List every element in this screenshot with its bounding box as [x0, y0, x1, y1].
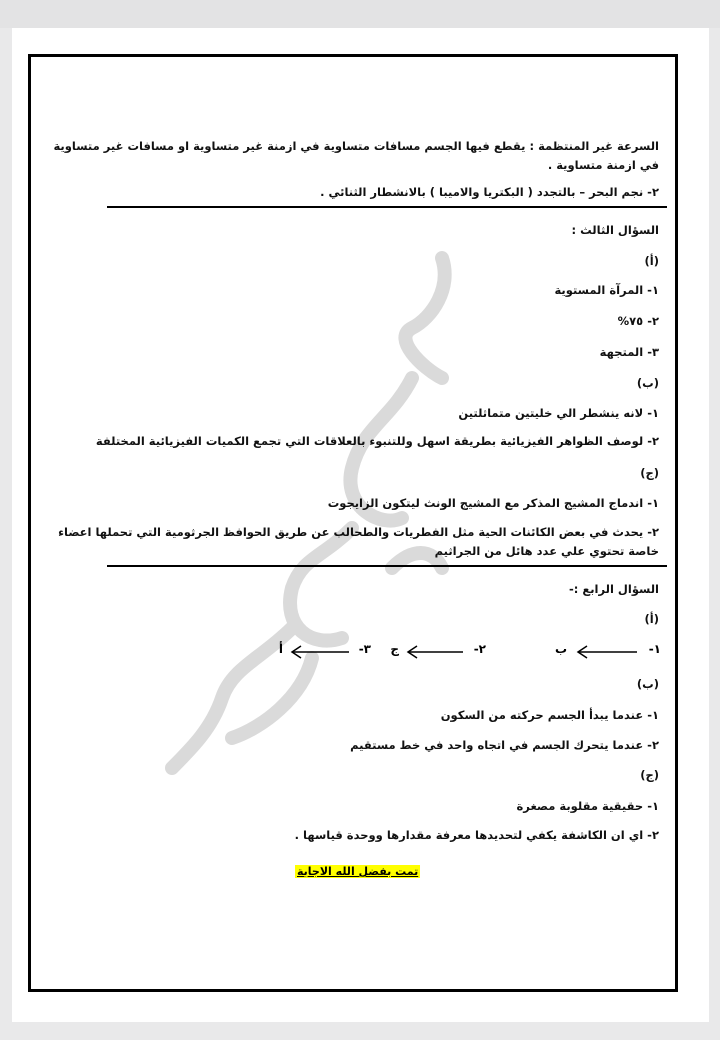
q4-part-b: (ب) [636, 677, 659, 691]
arrow-item-2-number: ٢- [473, 642, 486, 656]
q4-arrow-sequence [241, 642, 661, 662]
q3-b1: ١- لانه ينشطر الي خليتين متماثلتين [458, 406, 659, 420]
left-arrow-icon [573, 642, 639, 662]
irregular-speed-definition: السرعة غير المنتظمة : يقطع فيها الجسم مسافات متساوية في ازمنة غير متساوية او مسافات غير متساوية في ازمنة متساوية . [53, 139, 659, 172]
closing-line: تمت بفضل الله الاجابة [297, 865, 419, 878]
q3-a3: ٣- المتجهة [599, 345, 659, 359]
q4-part-a: (أ) [644, 612, 659, 626]
left-arrow-icon [287, 642, 351, 662]
q3-title: السؤال الثالث : [571, 223, 659, 237]
section-divider [107, 565, 667, 567]
q4-title: السؤال الرابع :- [568, 582, 659, 596]
section-divider [107, 206, 667, 208]
left-arrow-icon [403, 642, 465, 662]
q3-part-a: (أ) [644, 254, 659, 268]
q3-part-c: (ج) [640, 466, 659, 480]
document-page [12, 28, 709, 1022]
q3-a1: ١- المرآة المستوية [554, 283, 659, 297]
arrow-item-1-number: ١- [648, 642, 661, 656]
arrow-item-1-label: ب [554, 642, 567, 656]
q3-c2: ٢- يحدث في بعض الكائنات الحية مثل الفطريات والطحالب عن طريق الحوافظ الجرثومية التي تحملها اعضاء خاصة تحتوي علي عدد هائل من الجراثيم [58, 525, 659, 558]
q2-answer-line: ٢- نجم البحر – بالتجدد ( البكتريا والاميبا ) بالانشطار الثنائي . [320, 185, 659, 199]
q4-b1: ١- عندما يبدأ الجسم حركته من السكون [440, 708, 659, 722]
arrow-item-3-number: ٣- [358, 642, 371, 656]
q4-part-c: (ج) [640, 768, 659, 782]
q3-c1: ١- اندماج المشيج المذكر مع المشيج الونث ليتكون الزايجوت [327, 496, 659, 510]
arrow-item-2-label: ج [390, 642, 399, 656]
q4-b2: ٢- عندما يتحرك الجسم في اتجاه واحد في خط مستقيم [350, 738, 659, 752]
answer-sheet-frame [28, 54, 678, 992]
viewer-top-bar [0, 0, 720, 28]
q4-c2: ٢- اي ان الكاشفة يكفي لتحديدها معرفة مقدارها ووحدة قياسها . [294, 828, 659, 842]
q4-c1: ١- حقيقية مقلوبة مصغرة [516, 799, 659, 813]
arrow-item-3-label: أ [278, 642, 283, 656]
q3-b2: ٢- لوصف الظواهر الفيزيائية بطريقة اسهل وللتنبوء بالعلاقات التي تجمع الكميات الفيزيائية المختلفة [95, 434, 659, 448]
q3-a2: ٢- ٧٥% [617, 314, 659, 328]
q3-part-b: (ب) [636, 376, 659, 390]
